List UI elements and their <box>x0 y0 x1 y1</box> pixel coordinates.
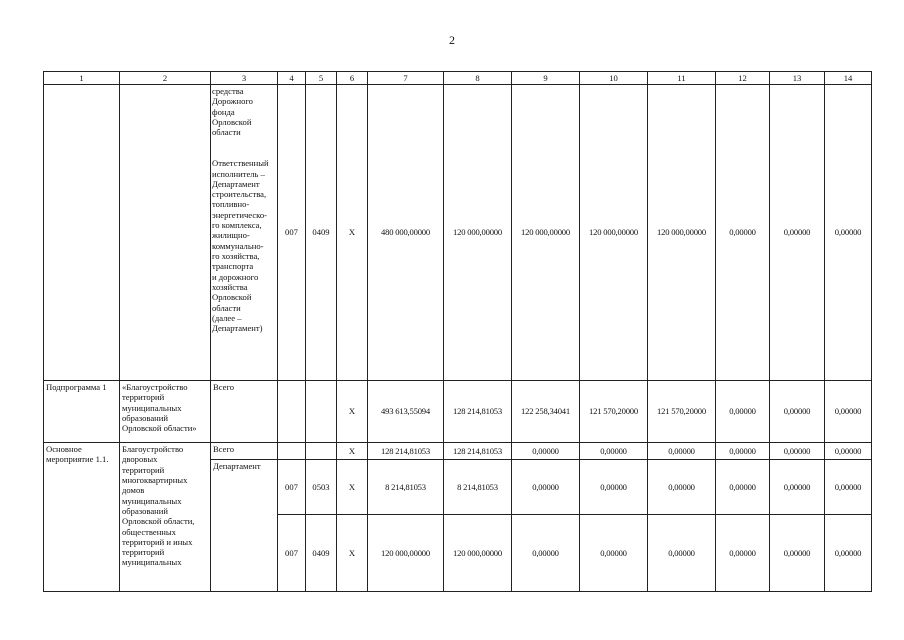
value-cell: 0,00000 <box>770 443 825 460</box>
value-cell: 128 214,81053 <box>444 381 512 443</box>
value-cell: 493 613,55094 <box>368 381 444 443</box>
table-row <box>44 381 872 443</box>
funding-source-cell: Всего <box>211 443 278 460</box>
column-header: 5 <box>306 72 337 85</box>
row-code-cell: Основное мероприятие 1.1. <box>44 443 120 592</box>
column-header: 9 <box>512 72 580 85</box>
value-cell: 0,00000 <box>825 443 872 460</box>
value-cell: 0,00000 <box>770 515 825 592</box>
value-cell: 0,00000 <box>512 515 580 592</box>
value-cell: 128 214,81053 <box>368 443 444 460</box>
target-article-cell: X <box>337 515 368 592</box>
grbs-code-cell <box>278 381 306 443</box>
funding-source-cell: средства Дорожного фонда Орловской области Ответственный исполнитель – Департамент строительства, топливно- энергетическо- го комплекса, жилищно- коммунально- го хозяйства, транспорта и дорожного хозяйства Орловской области (далее – Департамент) <box>211 85 278 381</box>
funding-source-cell: Всего <box>211 381 278 443</box>
section-code-cell: 0503 <box>306 460 337 515</box>
value-cell: 0,00000 <box>770 85 825 381</box>
funding-source-cell: Департамент <box>211 460 278 592</box>
section-code-cell: 0409 <box>306 515 337 592</box>
header-row <box>44 72 872 85</box>
row-code-cell: Подпрограмма 1 <box>44 381 120 443</box>
target-article-cell: X <box>337 381 368 443</box>
row-code-cell <box>44 85 120 381</box>
section-code-cell <box>306 443 337 460</box>
row-title-cell: Благоустройство дворовых территорий многоквартирных домов муниципальных образований Орловской области, общественных территорий и иных территорий муниципальных <box>120 443 211 592</box>
section-code-cell: 0409 <box>306 85 337 381</box>
value-cell: 0,00000 <box>825 381 872 443</box>
value-cell: 0,00000 <box>825 515 872 592</box>
value-cell: 120 000,00000 <box>512 85 580 381</box>
value-cell: 0,00000 <box>716 515 770 592</box>
value-cell: 0,00000 <box>770 460 825 515</box>
value-cell: 8 214,81053 <box>368 460 444 515</box>
table-row <box>44 443 872 460</box>
value-cell: 121 570,20000 <box>580 381 648 443</box>
value-cell: 0,00000 <box>648 443 716 460</box>
value-cell: 121 570,20000 <box>648 381 716 443</box>
row-title-cell: «Благоустройство территорий муниципальных образований Орловской области» <box>120 381 211 443</box>
page-number: 2 <box>449 33 455 47</box>
value-cell: 8 214,81053 <box>444 460 512 515</box>
value-cell: 120 000,00000 <box>368 515 444 592</box>
value-cell: 0,00000 <box>716 85 770 381</box>
value-cell: 0,00000 <box>648 460 716 515</box>
value-cell: 0,00000 <box>580 515 648 592</box>
value-cell: 0,00000 <box>580 460 648 515</box>
column-header: 2 <box>120 72 211 85</box>
value-cell: 0,00000 <box>580 443 648 460</box>
column-header: 7 <box>368 72 444 85</box>
grbs-code-cell: 007 <box>278 460 306 515</box>
column-header: 6 <box>337 72 368 85</box>
value-cell: 120 000,00000 <box>444 515 512 592</box>
section-code-cell <box>306 381 337 443</box>
column-header: 3 <box>211 72 278 85</box>
grbs-code-cell <box>278 443 306 460</box>
column-header: 12 <box>716 72 770 85</box>
value-cell: 120 000,00000 <box>648 85 716 381</box>
value-cell: 0,00000 <box>825 460 872 515</box>
value-cell: 122 258,34041 <box>512 381 580 443</box>
value-cell: 0,00000 <box>512 443 580 460</box>
value-cell: 0,00000 <box>716 443 770 460</box>
value-cell: 120 000,00000 <box>444 85 512 381</box>
column-header: 1 <box>44 72 120 85</box>
grbs-code-cell: 007 <box>278 85 306 381</box>
grbs-code-cell: 007 <box>278 515 306 592</box>
value-cell: 0,00000 <box>512 460 580 515</box>
column-header: 11 <box>648 72 716 85</box>
target-article-cell: X <box>337 85 368 381</box>
value-cell: 128 214,81053 <box>444 443 512 460</box>
value-cell: 0,00000 <box>770 381 825 443</box>
value-cell: 0,00000 <box>825 85 872 381</box>
column-header: 8 <box>444 72 512 85</box>
column-header: 14 <box>825 72 872 85</box>
column-header: 10 <box>580 72 648 85</box>
value-cell: 0,00000 <box>716 381 770 443</box>
target-article-cell: X <box>337 460 368 515</box>
value-cell: 120 000,00000 <box>580 85 648 381</box>
value-cell: 0,00000 <box>648 515 716 592</box>
column-header: 13 <box>770 72 825 85</box>
value-cell: 480 000,00000 <box>368 85 444 381</box>
table-row <box>44 85 872 381</box>
row-title-cell <box>120 85 211 381</box>
target-article-cell: X <box>337 443 368 460</box>
budget-table <box>43 71 872 592</box>
value-cell: 0,00000 <box>716 460 770 515</box>
column-header: 4 <box>278 72 306 85</box>
